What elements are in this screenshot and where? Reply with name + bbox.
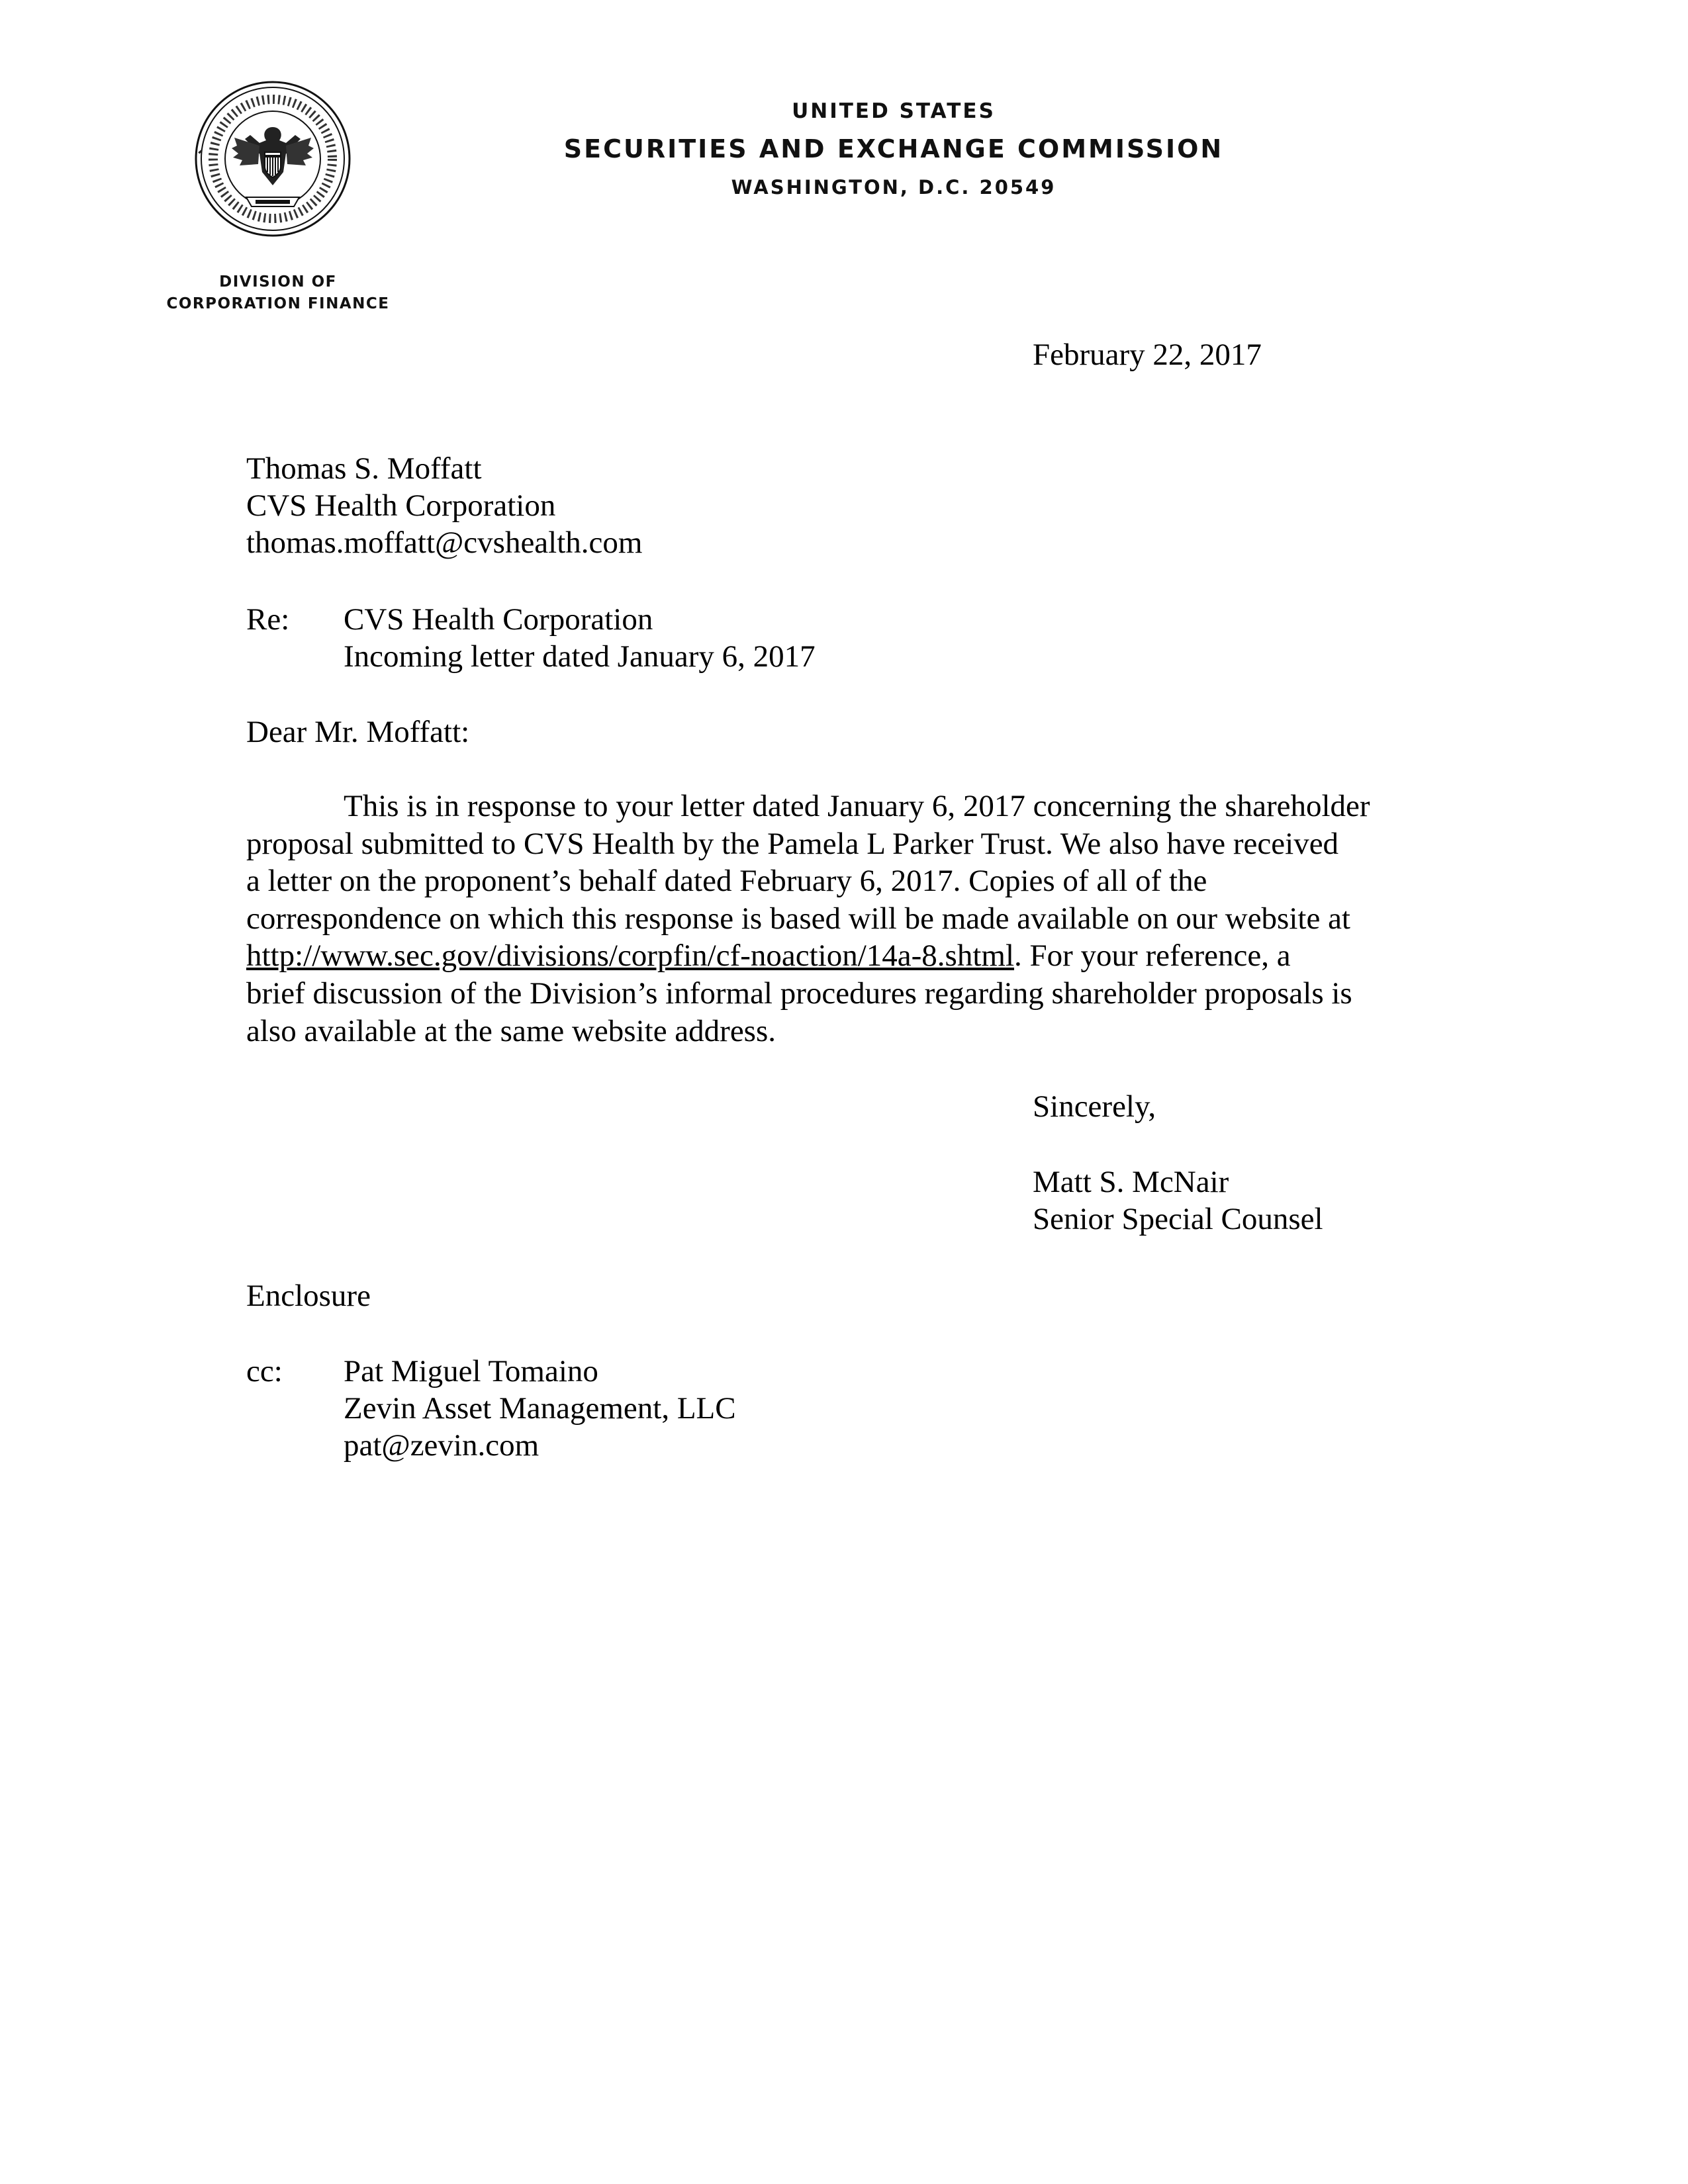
cc-email: pat@zevin.com <box>344 1428 539 1463</box>
body-line-5 <box>246 937 1431 975</box>
body-line-4: correspondence on which this response is based will be made available on our website at <box>246 901 1350 936</box>
recipient-company: CVS Health Corporation <box>246 488 556 523</box>
recipient-email: thomas.moffatt@cvshealth.com <box>246 525 643 560</box>
closing: Sincerely, <box>1033 1089 1156 1124</box>
body-line-7: also available at the same website address. <box>246 1013 776 1048</box>
body-line-3: a letter on the proponent’s behalf dated February 6, 2017. Copies of all of the <box>246 864 1207 899</box>
re-line-2: Incoming letter dated January 6, 2017 <box>344 639 816 674</box>
division-line-1: DIVISION OF <box>219 273 337 291</box>
enclosure-note: Enclosure <box>246 1279 371 1313</box>
recipient-name: Thomas S. Moffatt <box>246 451 482 486</box>
body-paragraph <box>246 788 1431 1050</box>
division-line-2: CORPORATION FINANCE <box>166 295 390 312</box>
body-line-5-tail: . For your reference, a <box>1014 938 1291 974</box>
cc-company: Zevin Asset Management, LLC <box>344 1391 736 1426</box>
salutation: Dear Mr. Moffatt: <box>246 715 470 749</box>
letter-date: February 22, 2017 <box>1033 338 1262 372</box>
re-line-1: CVS Health Corporation <box>344 602 653 637</box>
body-line-6: brief discussion of the Division’s informal procedures regarding shareholder proposals is <box>246 976 1352 1011</box>
cc-recipient <box>344 1353 736 1464</box>
re-label: Re: <box>246 602 290 637</box>
sec-noaction-link[interactable]: http://www.sec.gov/divisions/corpfin/cf-noaction/14a-8.shtml <box>246 938 1015 974</box>
signature-block <box>1033 1163 1323 1238</box>
cc-label: cc: <box>246 1354 283 1388</box>
agency-address: WASHINGTON, D.C. 20549 <box>731 176 1056 199</box>
cc-name: Pat Miguel Tomaino <box>344 1354 598 1388</box>
body-line-1: This is in response to your letter dated January 6, 2017 concerning the shareholder <box>344 789 1370 823</box>
division-name <box>132 271 424 315</box>
agency-name: SECURITIES AND EXCHANGE COMMISSION <box>563 134 1224 163</box>
re-subject <box>344 601 816 675</box>
signer-title: Senior Special Counsel <box>1033 1202 1323 1236</box>
signer-name: Matt S. McNair <box>1033 1165 1229 1199</box>
agency-line-1: UNITED STATES <box>792 99 996 123</box>
body-line-2: proposal submitted to CVS Health by the Pamela L Parker Trust. We also have received <box>246 826 1339 861</box>
recipient-address <box>246 450 642 561</box>
sec-seal-logo <box>193 79 352 238</box>
